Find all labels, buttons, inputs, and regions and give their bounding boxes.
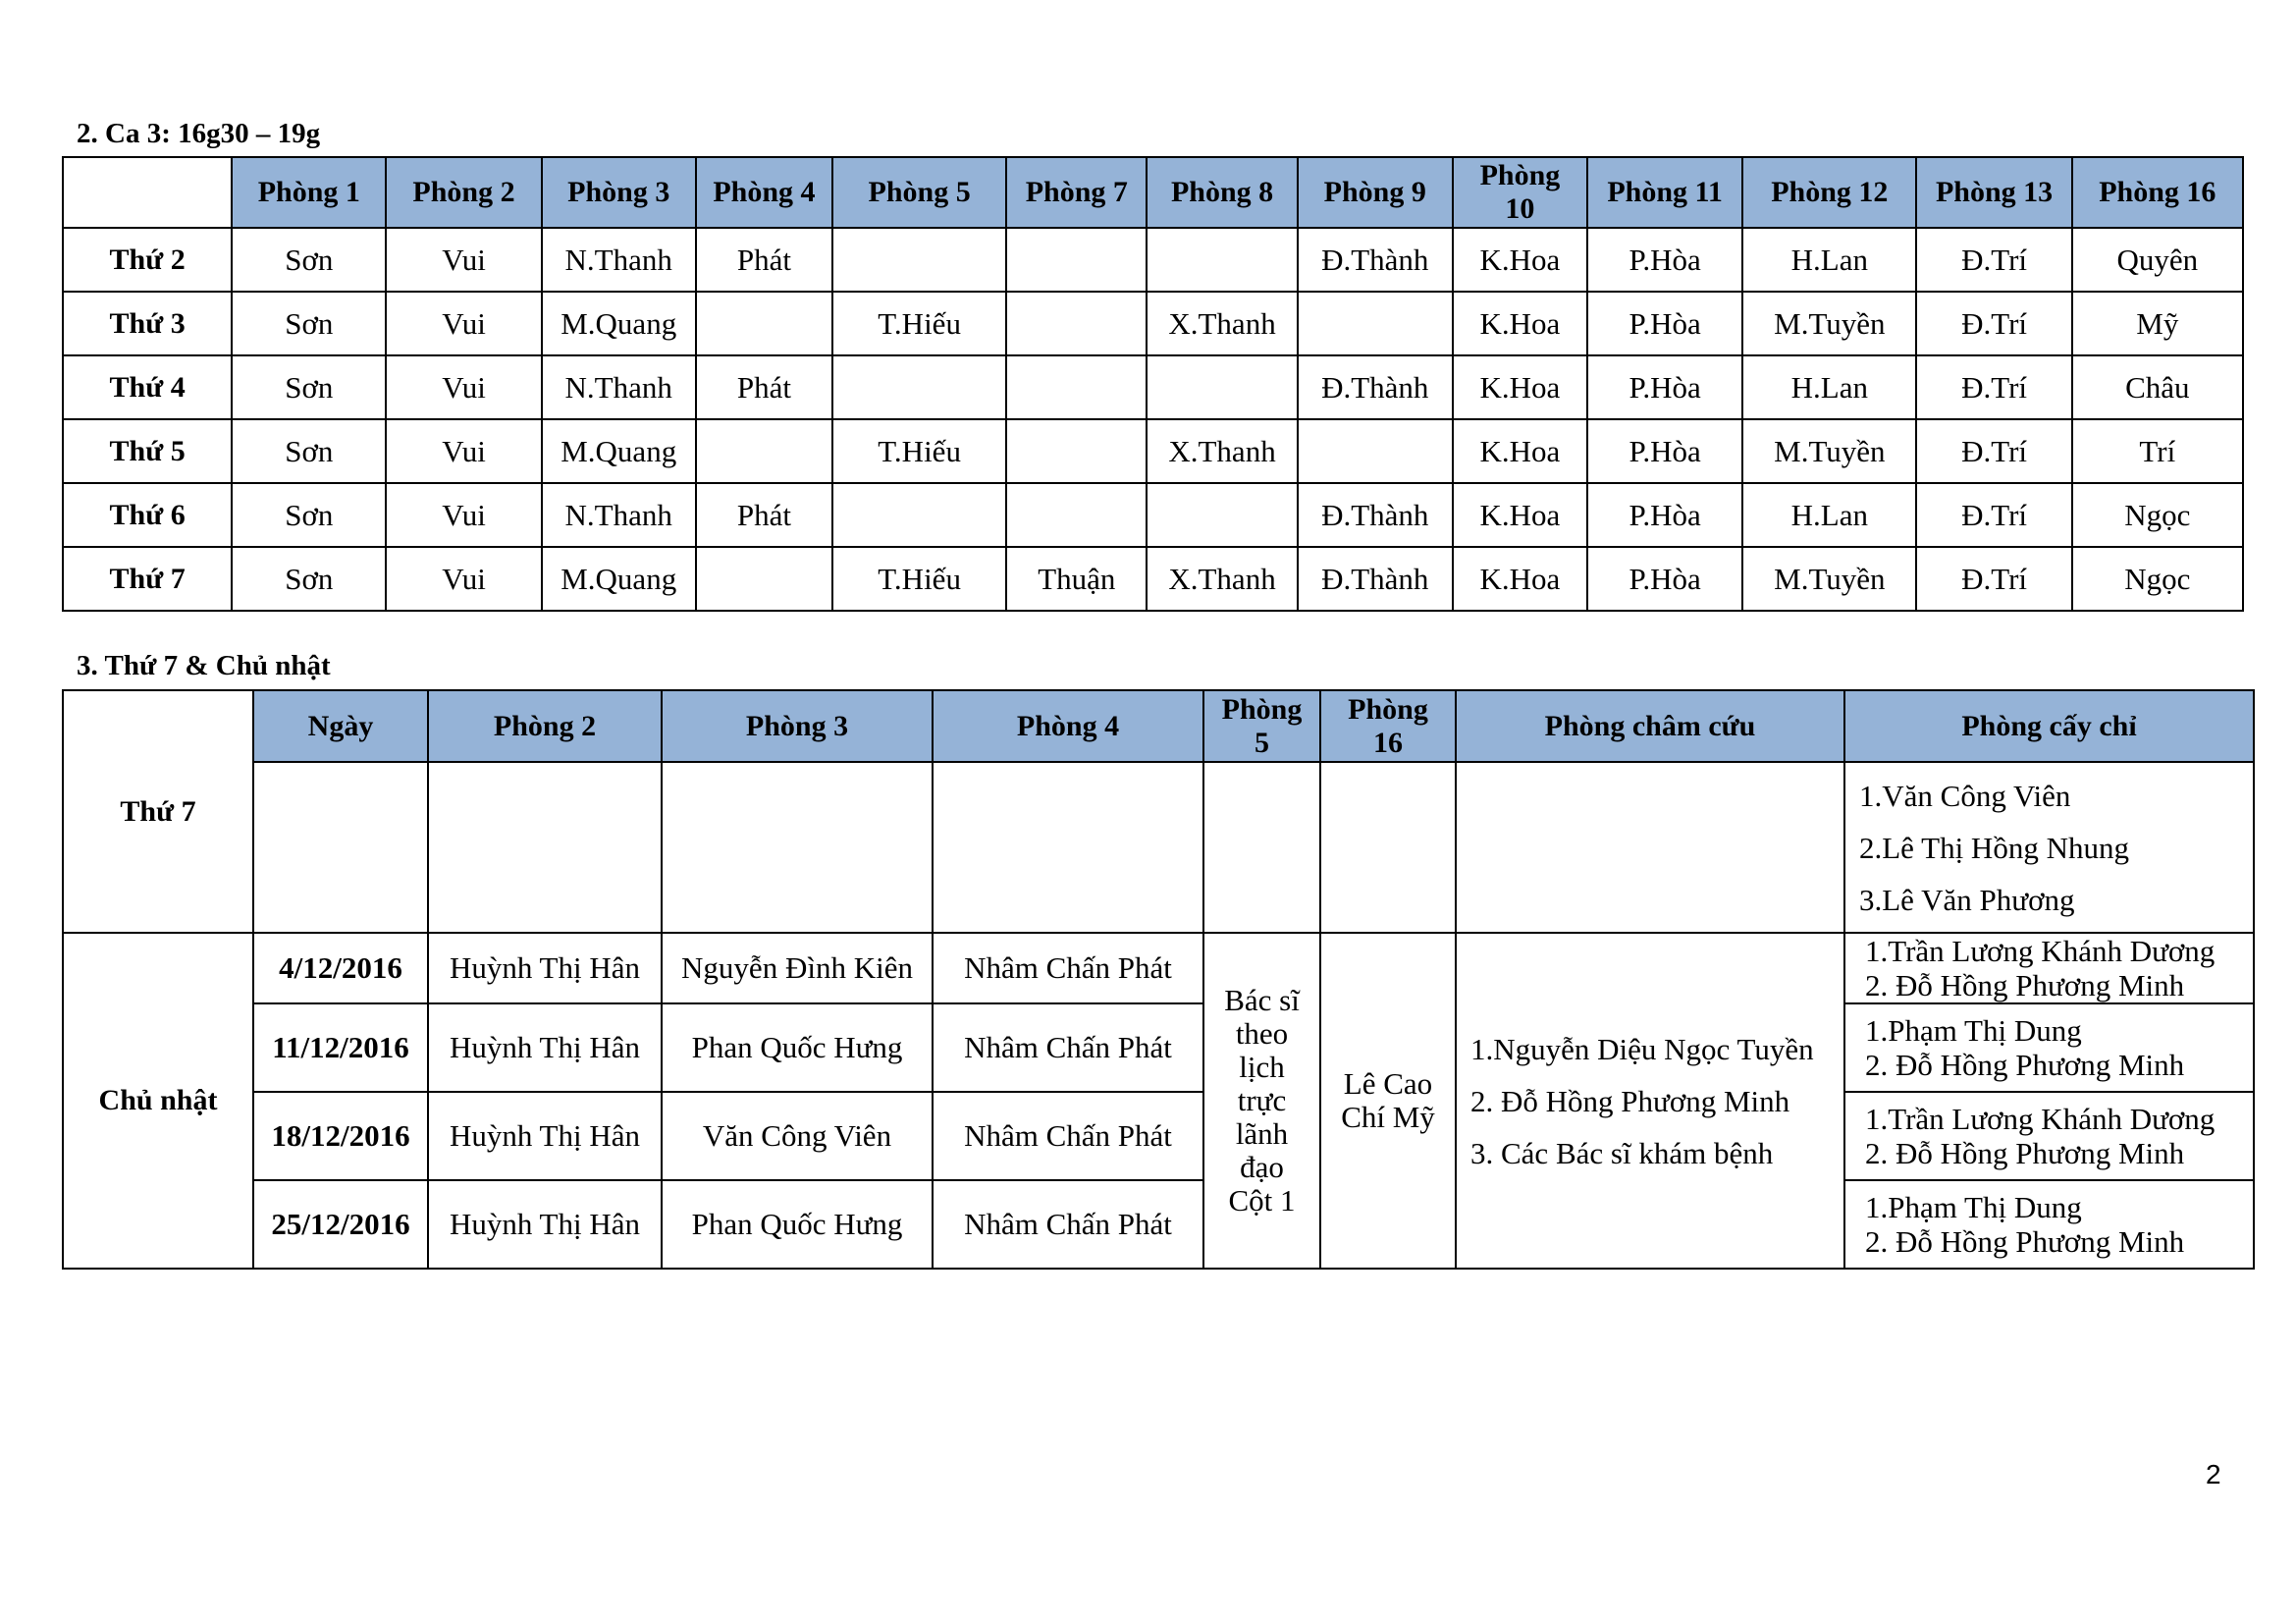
schedule-cell: P.Hòa [1587,419,1742,483]
schedule-cell: K.Hoa [1453,547,1587,611]
schedule-cell: X.Thanh [1147,547,1297,611]
schedule-cell: P.Hòa [1587,483,1742,547]
schedule-cell [1006,419,1147,483]
list-item: 2. Đỗ Hồng Phương Minh [1470,1083,1790,1118]
column-header: Phòng 4 [696,157,832,228]
header-phong16-line1: Phòng [1348,692,1428,726]
schedule-cell: Ngọc [2072,547,2243,611]
phong16-line: Lê Cao [1343,1066,1433,1101]
schedule-cell: Vui [386,355,541,419]
phong16-line: Chí Mỹ [1341,1100,1435,1134]
schedule-cell: M.Tuyền [1742,292,1916,355]
column-header: Phòng 3 [542,157,696,228]
thu7-phong3-cell [662,762,933,933]
schedule-cell: M.Quang [542,547,696,611]
schedule-cell: X.Thanh [1147,292,1297,355]
cay-chi-line: 1.Phạm Thị Dung [1865,1013,2082,1048]
schedule-cell: N.Thanh [542,228,696,292]
header-cham-cuu: Phòng châm cứu [1456,690,1844,762]
sunday-cham-cuu-list [1456,933,1844,1269]
cay-chi-line: 2. Đỗ Hồng Phương Minh [1865,968,2185,1002]
sunday-phong5-note [1203,933,1320,1269]
header-phong5-line2: 5 [1255,726,1269,759]
schedule-cell: Sơn [232,419,386,483]
sunday-phong3: Phan Quốc Hưng [662,1003,933,1092]
table-row [63,419,2243,483]
schedule-cell: T.Hiếu [832,292,1006,355]
header-phong5-line1: Phòng [1221,692,1303,726]
schedule-cell: Đ.Trí [1916,547,2071,611]
schedule-cell: M.Quang [542,419,696,483]
row-label-thu7: Thứ 7 [63,690,253,933]
sunday-phong3: Nguyễn Đình Kiên [662,933,933,1003]
sunday-phong2: Huỳnh Thị Hân [428,933,662,1003]
sunday-phong2: Huỳnh Thị Hân [428,1180,662,1269]
schedule-cell: P.Hòa [1587,355,1742,419]
schedule-cell [696,547,832,611]
column-header: Phòng 10 [1453,157,1587,228]
schedule-cell [1147,483,1297,547]
sunday-phong4: Nhâm Chấn Phát [933,1003,1203,1092]
corner-cell [63,157,232,228]
schedule-cell: T.Hiếu [832,419,1006,483]
header-phong2: Phòng 2 [428,690,662,762]
sunday-phong4: Nhâm Chấn Phát [933,1180,1203,1269]
schedule-cell: Đ.Trí [1916,228,2071,292]
thu7-phong16-cell [1320,762,1456,933]
sunday-phong4: Nhâm Chấn Phát [933,933,1203,1003]
column-header: Phòng 2 [386,157,541,228]
schedule-cell: X.Thanh [1147,419,1297,483]
schedule-cell: P.Hòa [1587,228,1742,292]
schedule-cell [1006,228,1147,292]
schedule-cell: N.Thanh [542,355,696,419]
schedule-cell: Mỹ [2072,292,2243,355]
schedule-cell: Trí [2072,419,2243,483]
table-row [63,547,2243,611]
thu7-cay-chi-list [1844,762,2254,933]
schedule-cell [832,483,1006,547]
cay-chi-line: 1.Trần Lương Khánh Dương [1865,934,2216,968]
thu7-cham-cuu-cell [1456,762,1844,933]
schedule-cell: Phát [696,483,832,547]
schedule-cell: H.Lan [1742,483,1916,547]
sunday-phong3: Văn Công Viên [662,1092,933,1180]
column-header: Phòng 11 [1587,157,1742,228]
schedule-cell [832,355,1006,419]
sunday-cay-chi [1844,1092,2254,1180]
table-row [63,292,2243,355]
list-item: 3.Lê Văn Phương [1859,882,2075,917]
schedule-cell [1298,292,1453,355]
column-header: Phòng 9 [1298,157,1453,228]
schedule-cell: N.Thanh [542,483,696,547]
schedule-cell: Đ.Thành [1298,547,1453,611]
header-row [63,157,2243,228]
cay-chi-line: 2. Đỗ Hồng Phương Minh [1865,1048,2185,1082]
sunday-date: 25/12/2016 [253,1180,428,1269]
schedule-cell [1006,483,1147,547]
schedule-cell: Thuận [1006,547,1147,611]
schedule-cell [832,228,1006,292]
schedule-cell: P.Hòa [1587,547,1742,611]
schedule-cell: Đ.Thành [1298,483,1453,547]
phong5-line: Cột 1 [1228,1183,1296,1218]
sunday-phong4: Nhâm Chấn Phát [933,1092,1203,1180]
schedule-cell: Sơn [232,292,386,355]
header-cay-chi: Phòng cấy chỉ [1844,690,2254,762]
schedule-cell: Đ.Thành [1298,355,1453,419]
schedule-cell: Đ.Trí [1916,355,2071,419]
table-row [63,355,2243,419]
schedule-cell: Vui [386,419,541,483]
schedule-cell: Phát [696,355,832,419]
thu7-phong2-cell [428,762,662,933]
list-item: 1.Văn Công Viên [1859,778,2071,813]
row-label: Thứ 3 [63,292,232,355]
sunday-cay-chi [1844,1003,2254,1092]
row-label: Thứ 5 [63,419,232,483]
schedule-cell: H.Lan [1742,355,1916,419]
schedule-cell: Đ.Thành [1298,228,1453,292]
page-number: 2 [2206,1459,2221,1489]
table-row [63,483,2243,547]
schedule-cell: K.Hoa [1453,228,1587,292]
column-header: Phòng 8 [1147,157,1297,228]
schedule-cell: Đ.Trí [1916,419,2071,483]
schedule-cell: Vui [386,483,541,547]
header-phong4: Phòng 4 [933,690,1203,762]
schedule-cell [1147,355,1297,419]
schedule-cell: Châu [2072,355,2243,419]
thu7-phong5-cell [1203,762,1320,933]
schedule-cell [1147,228,1297,292]
schedule-cell: Quyên [2072,228,2243,292]
header-ngay: Ngày [253,690,428,762]
section2-title: 2. Ca 3: 16g30 – 19g [77,118,321,149]
schedule-cell [1298,419,1453,483]
header-phong16-line2: 16 [1373,726,1403,759]
sunday-phong2: Huỳnh Thị Hân [428,1092,662,1180]
schedule-cell: Sơn [232,547,386,611]
sunday-date: 4/12/2016 [253,933,428,1003]
header-phong5 [1203,690,1320,762]
weekend-schedule-table [62,689,2255,1270]
header-phong3: Phòng 3 [662,690,933,762]
section3-title: 3. Thứ 7 & Chủ nhật [77,650,331,681]
schedule-cell: T.Hiếu [832,547,1006,611]
sunday-cay-chi [1844,933,2254,1003]
ca3-schedule-table [62,156,2244,612]
schedule-cell: Ngọc [2072,483,2243,547]
row-label: Thứ 2 [63,228,232,292]
list-item: 2.Lê Thị Hồng Nhung [1859,830,2129,865]
schedule-cell: Sơn [232,228,386,292]
schedule-cell [1006,355,1147,419]
row-label: Thứ 6 [63,483,232,547]
schedule-cell: K.Hoa [1453,355,1587,419]
row-label: Thứ 4 [63,355,232,419]
schedule-cell: Đ.Trí [1916,483,2071,547]
schedule-cell: Vui [386,292,541,355]
list-item: 1.Nguyễn Diệu Ngọc Tuyền [1470,1031,1814,1066]
sunday-phong16 [1320,933,1456,1269]
cay-chi-line: 2. Đỗ Hồng Phương Minh [1865,1224,2185,1259]
schedule-cell: Vui [386,228,541,292]
phong5-line: đạo [1240,1150,1284,1184]
schedule-cell: M.Quang [542,292,696,355]
schedule-cell [696,419,832,483]
schedule-cell: Phát [696,228,832,292]
schedule-cell: K.Hoa [1453,419,1587,483]
cay-chi-line: 1.Trần Lương Khánh Dương [1865,1102,2216,1136]
thu7-phong4-cell [933,762,1203,933]
sunday-date: 11/12/2016 [253,1003,428,1092]
phong5-line: lịch [1239,1050,1285,1084]
header-phong16 [1320,690,1456,762]
column-header: Phòng 5 [832,157,1006,228]
schedule-cell [696,292,832,355]
column-header: Phòng 16 [2072,157,2243,228]
sunday-phong2: Huỳnh Thị Hân [428,1003,662,1092]
schedule-cell: M.Tuyền [1742,547,1916,611]
cay-chi-line: 2. Đỗ Hồng Phương Minh [1865,1136,2185,1170]
sunday-phong3: Phan Quốc Hưng [662,1180,933,1269]
schedule-cell: Vui [386,547,541,611]
schedule-cell: P.Hòa [1587,292,1742,355]
schedule-cell: M.Tuyền [1742,419,1916,483]
phong5-line: trực [1237,1083,1287,1117]
row-label-chu-nhat: Chủ nhật [63,933,253,1269]
column-header: Phòng 12 [1742,157,1916,228]
thu7-ngay-cell [253,762,428,933]
table-row [63,228,2243,292]
column-header: Phòng 7 [1006,157,1147,228]
schedule-cell: Sơn [232,355,386,419]
schedule-cell: H.Lan [1742,228,1916,292]
schedule-cell: K.Hoa [1453,483,1587,547]
schedule-cell [1006,292,1147,355]
phong5-line: theo [1235,1016,1289,1051]
schedule-cell: K.Hoa [1453,292,1587,355]
sunday-cay-chi [1844,1180,2254,1269]
cay-chi-line: 1.Phạm Thị Dung [1865,1190,2082,1224]
row-label: Thứ 7 [63,547,232,611]
sunday-date: 18/12/2016 [253,1092,428,1180]
column-header: Phòng 13 [1916,157,2071,228]
schedule-cell: Sơn [232,483,386,547]
list-item: 3. Các Bác sĩ khám bệnh [1470,1135,1774,1170]
schedule-cell: Đ.Trí [1916,292,2071,355]
column-header: Phòng 1 [232,157,386,228]
phong5-line: lãnh [1235,1116,1289,1151]
phong5-line: Bác sĩ [1224,983,1300,1017]
